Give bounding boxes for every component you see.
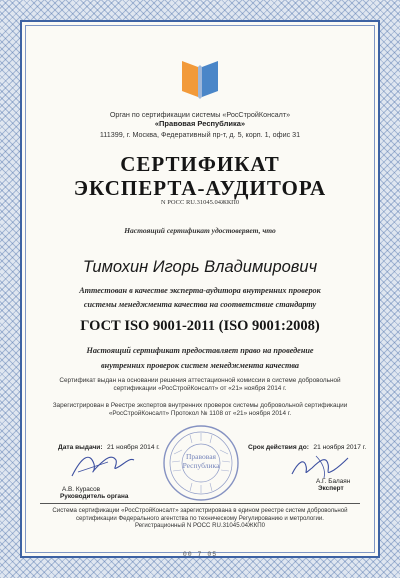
org-name-line: Орган по сертификации системы «РосСтройКонсалт»	[109, 110, 291, 119]
registration-number: N РОСС RU.31045.04ЖКП0	[160, 199, 240, 206]
valid-until-value: 21 ноября 2017 г.	[313, 444, 367, 451]
grants-line-2: внутренних проверок систем менеджмента качества	[100, 361, 300, 370]
registry-line-1: Зарегистрирован в Реестре экспертов внутренних проверок системы добровольной сертификации	[52, 402, 348, 409]
footer-line-2: сертификации Федерального агентства по техническому Регулированию и метрологии.	[76, 514, 324, 522]
left-signatory	[40, 486, 180, 500]
issue-date-value: 21 ноября 2014 г.	[107, 444, 160, 451]
footer-divider	[40, 503, 360, 504]
footer-line-1: Система сертификации «РосСтройКонсалт» зарегистрирована в едином реестре систем добровольной	[52, 507, 348, 514]
certifies-text: Настоящий сертификат удостоверяет, что	[124, 226, 276, 235]
right-signatory-name: А.Г. Балаян	[316, 478, 351, 485]
right-signatory-role: Эксперт	[318, 485, 344, 492]
book-logo-icon	[176, 53, 224, 101]
left-signatory-name: А.В. Курасов	[62, 486, 101, 493]
issue-date-label: Дата выдачи:	[58, 444, 103, 451]
person-name: Тимохин Игорь Владимирович	[82, 258, 318, 276]
org-subname: «Правовая Республика»	[154, 119, 246, 128]
standard-designation: ГОСТ ISO 9001-2011 (ISO 9001:2008)	[80, 318, 320, 334]
attested-line-1: Аттестован в качестве эксперта-аудитора внутренних проверок	[79, 286, 321, 295]
right-signature	[286, 448, 354, 482]
attested-line-2: системы менеджмента качества на соответствие стандарту	[83, 300, 317, 309]
left-signature	[68, 446, 138, 482]
valid-until-label: Срок действия до:	[248, 444, 309, 451]
footer-text	[40, 507, 360, 530]
certificate-subtitle: ЭКСПЕРТА-АУДИТОРА	[73, 176, 327, 200]
basis-line-2: сертификации «РосСтройКонсалт» от «21» ноября 2014 г.	[113, 385, 287, 392]
basis-line-1: Сертификат выдан на основании решения аттестационной комиссии в системе добровольной	[59, 377, 341, 384]
serial-number: 00 7 05	[182, 551, 218, 558]
certificate-title: СЕРТИФИКАТ	[120, 152, 280, 176]
footer-line-3: Регистрационный N РОСС RU.31045.04ЖКП0	[134, 522, 266, 530]
left-signatory-role: Руководитель органа	[60, 493, 129, 500]
stamp-center-text: Правовая Республика	[182, 452, 220, 470]
grants-line-1: Настоящий сертификат предоставляет право на проведение	[86, 346, 314, 355]
right-signatory	[300, 478, 370, 492]
org-address: 111399, г. Москва, Федеративный пр-т, д. 5, корп. 1, офис 31	[99, 130, 301, 139]
registry-line-2: «РосСтройКонсалт» Протокол № 1108 от «21» ноября 2014 г.	[108, 410, 292, 417]
